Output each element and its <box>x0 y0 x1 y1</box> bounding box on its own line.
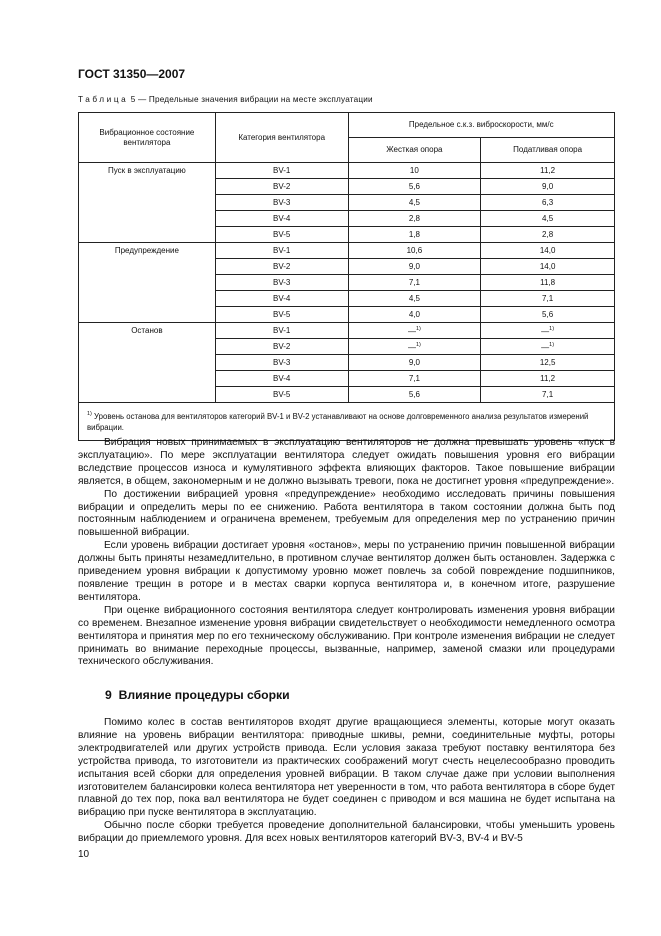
flexible-cell <box>481 307 615 323</box>
section-heading <box>105 688 290 702</box>
category-cell-value: BV-5 <box>272 390 291 399</box>
flexible-cell-value: 11,2 <box>540 166 556 175</box>
rigid-cell <box>348 371 481 387</box>
flexible-cell <box>481 339 615 355</box>
header-state: Вибрационное состояние вентилятора <box>79 113 216 163</box>
flexible-cell-value: 7,1 <box>542 390 554 399</box>
rigid-cell <box>348 339 481 355</box>
vibration-limits-table <box>78 112 615 441</box>
rigid-cell-value: 4,5 <box>408 294 420 303</box>
flexible-cell-value: 11,2 <box>540 374 556 383</box>
rigid-cell-value: 9,0 <box>408 262 420 271</box>
rigid-cell <box>348 323 481 339</box>
category-cell-value: BV-5 <box>272 230 291 239</box>
flexible-cell <box>481 211 615 227</box>
flexible-cell <box>481 275 615 291</box>
rigid-cell <box>348 387 481 403</box>
rigid-cell <box>348 243 481 259</box>
flexible-cell <box>481 291 615 307</box>
rigid-cell <box>348 275 481 291</box>
rigid-cell <box>348 291 481 307</box>
category-cell <box>215 275 348 291</box>
category-cell-value: BV-4 <box>272 294 291 303</box>
category-cell-value: BV-3 <box>272 358 291 367</box>
section-paragraphs <box>78 717 615 846</box>
table-row <box>79 163 615 179</box>
document-header: ГОСТ 31350—2007 <box>78 67 186 81</box>
rigid-cell <box>348 163 481 179</box>
table-footnote <box>79 403 615 441</box>
state-cell: Останов <box>79 323 216 403</box>
category-cell-value: BV-5 <box>272 310 291 319</box>
category-cell-value: BV-2 <box>272 342 291 351</box>
rigid-cell <box>348 307 481 323</box>
category-cell <box>215 387 348 403</box>
flexible-cell-value: 5,6 <box>542 310 554 319</box>
table-row <box>79 243 615 259</box>
flexible-cell-value: 4,5 <box>542 214 554 223</box>
paragraph: По достижении вибрацией уровня «предупреждение» необходимо исследовать причины повышения вибрации и определить меры по ее снижению. Работа вентилятора в таком состоянии должна быть под постоянным наблюдением и ограничена временем, требуемым для определения мер по устранению причин повышенной вибрации. <box>78 488 615 539</box>
rigid-cell-value: 10 <box>409 166 419 175</box>
category-cell <box>215 163 348 179</box>
section-title: Влияние процедуры сборки <box>118 688 290 702</box>
rigid-cell-value: — <box>407 326 416 336</box>
flexible-cell-value: 14,0 <box>539 246 556 255</box>
paragraph: При оценке вибрационного состояния вентилятора следует контролировать изменения уровня вибрации со временем. Внезапное изменение уровня вибрации свидетельствует о необходимости немедленного осмотра вентилятора и принятия мер по его техническому обслуживанию. При контроле изменения вибрации не следует принимать во внимание переходные процессы, вызванные, например, заменой смазки или процедурами технического обслуживания. <box>78 604 615 668</box>
paragraph: Помимо колес в состав вентиляторов входят другие вращающиеся элементы, которые могут оказать влияние на уровень вибрации вентилятора: приводные шкивы, ремни, соединительные муфты, роторы электродвигателей или других устройств привода. Если условия заказа требуют поставку вентилятора без устройства привода, то изготовители из практических соображений могут счесть нецелесообразно проводить испытания всей сборки для определения уровней вибрации. В таком случае даже при условии выполнения изготовителем балансировки колеса вентилятора нет уверенности в том, что работа вентилятора в сборе будет плавной до тех пор, пока вал вентилятора не будет соединен с приводом и вся машина не будет испытана на вибрацию при пуске вентилятора в эксплуатацию. <box>78 717 615 819</box>
rigid-cell-value: 7,1 <box>408 278 420 287</box>
category-cell-value: BV-1 <box>272 326 291 335</box>
paragraph: Если уровень вибрации достигает уровня «останов», меры по устранению причин повышенной вибрации должны быть приняты незамедлительно, в противном случае вентилятор должен быть остановлен. Задержка с приведением уровня вибрации к допустимому уровню может повлечь за собой повреждение подшипников, появление трещин в роторе и в местах сварки корпуса вентилятора и, в конечном итоге, разрушение вентилятора. <box>78 540 615 603</box>
rigid-cell-value: 5,6 <box>408 390 420 399</box>
flexible-cell-value: 14,0 <box>539 262 556 271</box>
rigid-cell-value: 4,0 <box>408 310 420 319</box>
flexible-cell-value: — <box>541 342 550 352</box>
footnote-ref: 1) <box>415 325 421 332</box>
rigid-cell <box>348 211 481 227</box>
footnote-ref: 1) <box>549 341 555 348</box>
rigid-cell <box>348 195 481 211</box>
flexible-cell-value: 2,8 <box>542 230 554 239</box>
footnote-ref: 1) <box>415 341 421 348</box>
table-row <box>79 323 615 339</box>
category-cell-value: BV-2 <box>272 182 291 191</box>
flexible-cell-value: 6,3 <box>542 198 554 207</box>
rigid-cell-value: 5,6 <box>408 182 420 191</box>
rigid-cell <box>348 259 481 275</box>
category-cell <box>215 243 348 259</box>
header-limits: Предельное с.к.з. виброскорости, мм/с <box>348 113 614 138</box>
caption-text: 5 — Предельные значения вибрации на месте эксплуатации <box>128 95 373 104</box>
category-cell <box>215 355 348 371</box>
category-cell-value: BV-4 <box>272 214 291 223</box>
page-number: 10 <box>78 849 90 860</box>
footnote-ref: 1) <box>549 325 555 332</box>
body-paragraphs <box>78 437 615 669</box>
rigid-cell <box>348 179 481 195</box>
category-cell <box>215 227 348 243</box>
paragraph: Вибрация новых принимаемых в эксплуатацию вентиляторов не должна превышать уровень «пуск в эксплуатацию». По мере эксплуатации вентилятора следует ожидать повышения уровня его вибрации вследствие процессов износа и кумулятивного эффекта влияющих факторов. Такое повышение вибрации является, в общем, закономерным и не должно вызывать тревоги, пока не достигнет уровня «предупреждение». <box>78 437 615 487</box>
state-cell: Предупреждение <box>79 243 216 323</box>
footnote-text: Уровень останова для вентиляторов категорий BV-1 и BV-2 устанавливают на основе долговременного анализа результатов измерений вибрации. <box>87 412 589 432</box>
category-cell <box>215 371 348 387</box>
table-body <box>79 163 615 403</box>
flexible-cell-value: 11,8 <box>540 278 556 287</box>
flexible-cell-value: 12,5 <box>539 358 556 367</box>
flexible-cell <box>481 323 615 339</box>
rigid-cell-value: 4,5 <box>408 198 420 207</box>
flexible-cell <box>481 371 615 387</box>
rigid-cell-value: 10,6 <box>406 246 423 255</box>
flexible-cell <box>481 227 615 243</box>
header-rigid: Жесткая опора <box>348 138 481 163</box>
flexible-cell <box>481 163 615 179</box>
category-cell-value: BV-2 <box>272 262 291 271</box>
category-cell <box>215 179 348 195</box>
table-caption <box>78 95 373 104</box>
caption-prefix: Таблица <box>78 95 129 104</box>
flexible-cell <box>481 179 615 195</box>
rigid-cell-value: 7,1 <box>408 374 420 383</box>
flexible-cell-value: — <box>541 326 550 336</box>
footnote-mark: 1) <box>87 411 92 417</box>
flexible-cell <box>481 387 615 403</box>
flexible-cell <box>481 195 615 211</box>
rigid-cell <box>348 227 481 243</box>
state-cell: Пуск в эксплуатацию <box>79 163 216 243</box>
flexible-cell-value: 7,1 <box>542 294 554 303</box>
category-cell <box>215 323 348 339</box>
paragraph: Обычно после сборки требуется проведение дополнительной балансировки, чтобы уменьшить уровень вибрации до приемлемого уровня. Для всех новых вентиляторов категорий BV-3, BV-4 и BV-5 <box>78 820 615 845</box>
category-cell <box>215 339 348 355</box>
rigid-cell-value: — <box>407 342 416 352</box>
category-cell-value: BV-3 <box>272 278 291 287</box>
flexible-cell <box>481 243 615 259</box>
category-cell-value: BV-1 <box>272 166 291 175</box>
header-category: Категория вентилятора <box>215 113 348 163</box>
category-cell <box>215 307 348 323</box>
category-cell-value: BV-3 <box>272 198 291 207</box>
rigid-cell-value: 9,0 <box>408 358 420 367</box>
rigid-cell-value: 2,8 <box>408 214 420 223</box>
rigid-cell <box>348 355 481 371</box>
category-cell <box>215 195 348 211</box>
section-number: 9 <box>105 688 112 702</box>
flexible-cell <box>481 355 615 371</box>
flexible-cell <box>481 259 615 275</box>
rigid-cell-value: 1,8 <box>408 230 420 239</box>
flexible-cell-value: 9,0 <box>542 182 554 191</box>
category-cell <box>215 259 348 275</box>
category-cell <box>215 211 348 227</box>
header-flexible: Податливая опора <box>481 138 615 163</box>
category-cell <box>215 291 348 307</box>
category-cell-value: BV-4 <box>272 374 291 383</box>
category-cell-value: BV-1 <box>272 246 291 255</box>
